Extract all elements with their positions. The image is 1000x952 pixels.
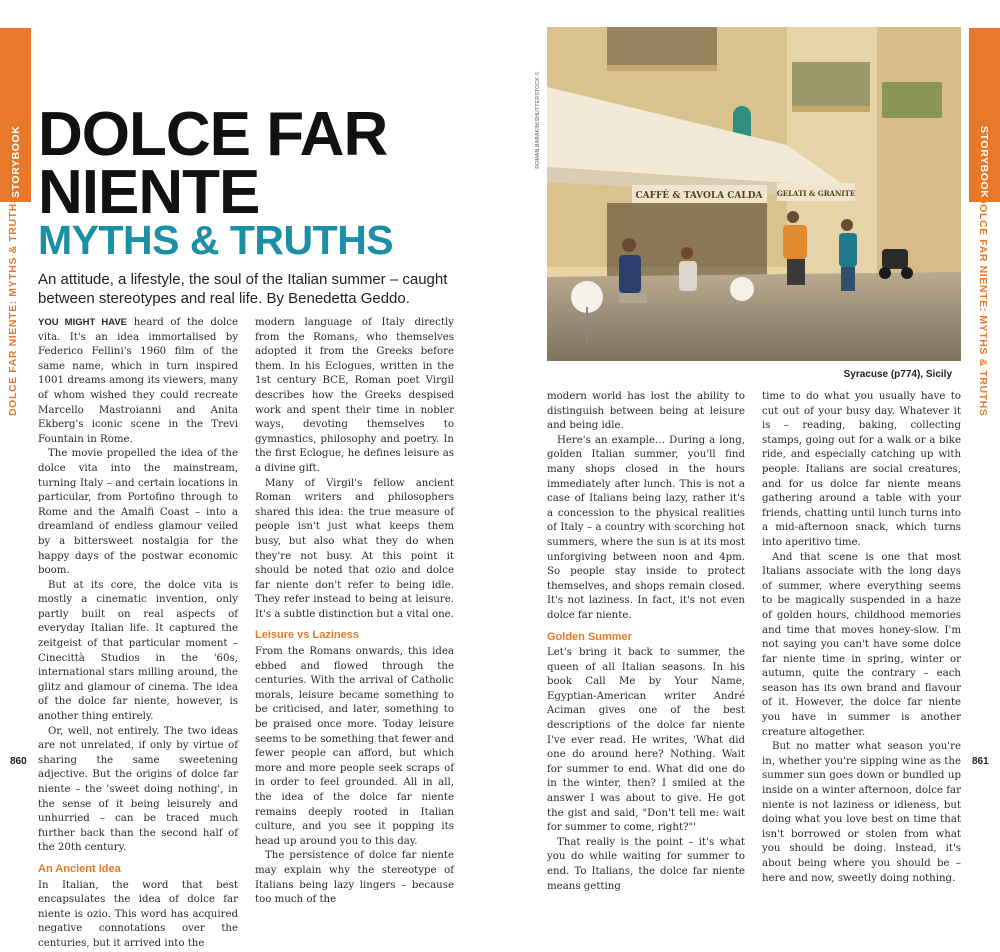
section-heading: An Ancient Idea	[38, 862, 121, 875]
paragraph: And that scene is one that most Italians associate with the long days of summer, where everything seems to be magically suspended in a haze of golden hours, childhood memories and time that moves honey-slow. I'm not saying you can't have some dolce far niente time in spring, winter or autumn, quite the contrary – each season has its own brand and flavour of it. However, the dolce far niente you have in summer is another creature altogether.	[762, 551, 961, 738]
section-tab-label-left: STORYBOOK	[10, 125, 22, 198]
photo-caption	[844, 369, 952, 380]
title-line-2: NIENTE	[38, 158, 260, 227]
street-cafe-illustration	[547, 27, 961, 361]
text-column-3	[547, 390, 745, 894]
page-number-right: 861	[972, 756, 989, 767]
paragraph: But at its core, the dolce vita is mostly a cinematic invention, only partly built on real aspects of everyday Italian life. It captured the zeitgeist of that particular moment – Cinecittà Studios in the '60s, international stars milling around, the glitz and glamour of cinema. The idea of the dolce far niente, however, is another thing entirely.	[38, 579, 238, 723]
section-heading: Leisure vs Laziness	[255, 629, 359, 642]
paragraph: The movie propelled the idea of the dolce vita into the mainstream, turning Italy – and certain locations in particular, from Portofino through to Rome and the Amalfi Coast – into a dreamland of endless glamour veiled by a bittersweet nostalgia for the happy days of the postwar economic boom.	[38, 448, 238, 577]
paragraph: In Italian, the word that best encapsulates the idea of dolce far niente is ozio. This word has acquired negative connotations over the centuries, but it arrived into the	[38, 879, 238, 949]
section-heading: Golden Summer	[547, 630, 632, 643]
cafe-photo	[547, 27, 961, 361]
paragraph: Many of Virgil's fellow ancient Roman writers and philosophers shared this idea: the true measure of people isn't just what keeps them busy, but also what they do when they're not busy. At this point it should be noted that ozio and dolce far niente don't refer to being idle. They refer instead to being at leisure. It's a subtle distinction but a vital one.	[255, 477, 454, 620]
running-head-right: DOLCE FAR NIENTE: MYTHS & TRUTHS	[977, 196, 989, 417]
article-title	[38, 100, 388, 227]
text-column-2	[255, 316, 454, 908]
paragraph: That really is the point – it's what you do while waiting for summer to end. To Italians, the dolce far niente means getting	[547, 836, 745, 892]
running-head-left: DOLCE FAR NIENTE: MYTHS & TRUTHS	[7, 195, 19, 416]
section-tab-label-right: STORYBOOK	[978, 126, 990, 199]
text-column-4	[762, 390, 961, 886]
paragraph	[38, 316, 238, 447]
paragraph: modern world has lost the ability to distinguish between being at leisure and being idle.	[547, 391, 745, 432]
cafe-sign-side: GELATI & GRANITE	[776, 189, 856, 198]
cafe-sign-main: CAFFÈ & TAVOLA CALDA	[635, 191, 763, 201]
lead-in: YOU MIGHT HAVE	[38, 317, 128, 328]
paragraph: Or, well, not entirely. The two ideas are not unrelated, if only by virtue of sharing the same sweetening adjective. But the origins of dolce far niente – the 'sweet doing nothing', in the sense of it being leisurely and unhurried – can be traced much further back than the second half of the 20th century.	[38, 725, 238, 854]
paragraph: From the Romans onwards, this idea ebbed and flowed through the centuries. With the arrival of Catholic morals, leisure became something to be criticised, and later, something to be praised once more. Today leisure seems to be something that fewer and fewer people can afford, but which more and more people seek scraps of in order to feel grounded. All in all, the idea of the dolce far niente remains deeply rooted in Italian culture, and you see it popping its head up around you to this day.	[255, 646, 454, 847]
paragraph: But no matter what season you're in, whether you're sipping wine as the summer sun goes down or bundled up inside on a winter afternoon, dolce far niente is not laziness or idleness, but doing what you love best on time that isn't borrowed or stolen from what you should be doing. Instead, it's about being where you should be – here and now, sweetly doing nothing.	[762, 741, 961, 884]
paragraph: modern language of Italy directly from the Romans, who themselves adopted it from the Greeks before them. In his Eclogues, written in the 1st century BCE, Roman poet Virgil describes how the Greeks despised work and spent their time in nobler ways, devoting themselves to gymnastics, philosophy and poetry. In the first Eclogue, he defines leisure as a divine gift.	[255, 317, 454, 474]
caption-place: Syracuse (p774),	[843, 369, 924, 380]
caption-region: Sicily	[923, 369, 952, 380]
article-subtitle: MYTHS & TRUTHS	[38, 217, 394, 263]
photo-credit: ROMAN BABAKIN/SHUTTERSTOCK ©	[535, 71, 541, 169]
paragraph: The persistence of dolce far niente may explain why the stereotype of Italians being lazy lingers – because too much of the	[255, 850, 454, 906]
title-line-1: DOLCE FAR	[38, 100, 388, 169]
text-column-1	[38, 316, 238, 952]
standfirst: An attitude, a lifestyle, the soul of the Italian summer – caught between stereotypes and real life. By Benedetta Geddo.	[38, 271, 448, 307]
paragraph: Here's an example… During a long, golden Italian summer, you'll find many shops closed in the hours immediately after lunch. This is not a case of Italians being lazy, rather it's a concession to the physical realities of Italy – a country with scorching hot summers, where the sun is at its most unforgiving between noon and 4pm. So people stay inside to protect themselves, and shops remain closed. It's not laziness. In fact, it's not even dolce far niente.	[547, 434, 745, 621]
paragraph-text: heard of the dolce vita. It's an idea immortalised by Federico Fellini's 1960 film of the same name, which in turn inspired 1001 dreams among its viewers, many of whom wished they could recreate Marcello Mastroianni and Anita Ekberg's iconic scene in the Trevi Fountain in Rome.	[38, 317, 238, 445]
paragraph: Let's bring it back to summer, the queen of all Italian seasons. In his book Call Me by Your Name, Egyptian-American writer André Aciman gives one of the best descriptions of the dolce far niente I've ever read. He writes, 'What did one do around here? Nothing. Wait for summer to end. What did one do in the winter, then? I smiled at the answer I was about to give. He got the gist and said, "Don't tell me: wait for summer to come, right?"'	[547, 647, 745, 834]
page-number-left: 860	[10, 756, 27, 767]
paragraph: time to do what you usually have to cut out of your busy day. Whatever it is – reading, baking, collecting stamps, going out for a walk or a bike ride, and especially catching up with people. Italians are social creatures, and for us dolce far niente means gathering around a table with your friends, chatting until lunch turns into a mid-afternoon snack, which turns into aperitivo time.	[762, 391, 961, 548]
